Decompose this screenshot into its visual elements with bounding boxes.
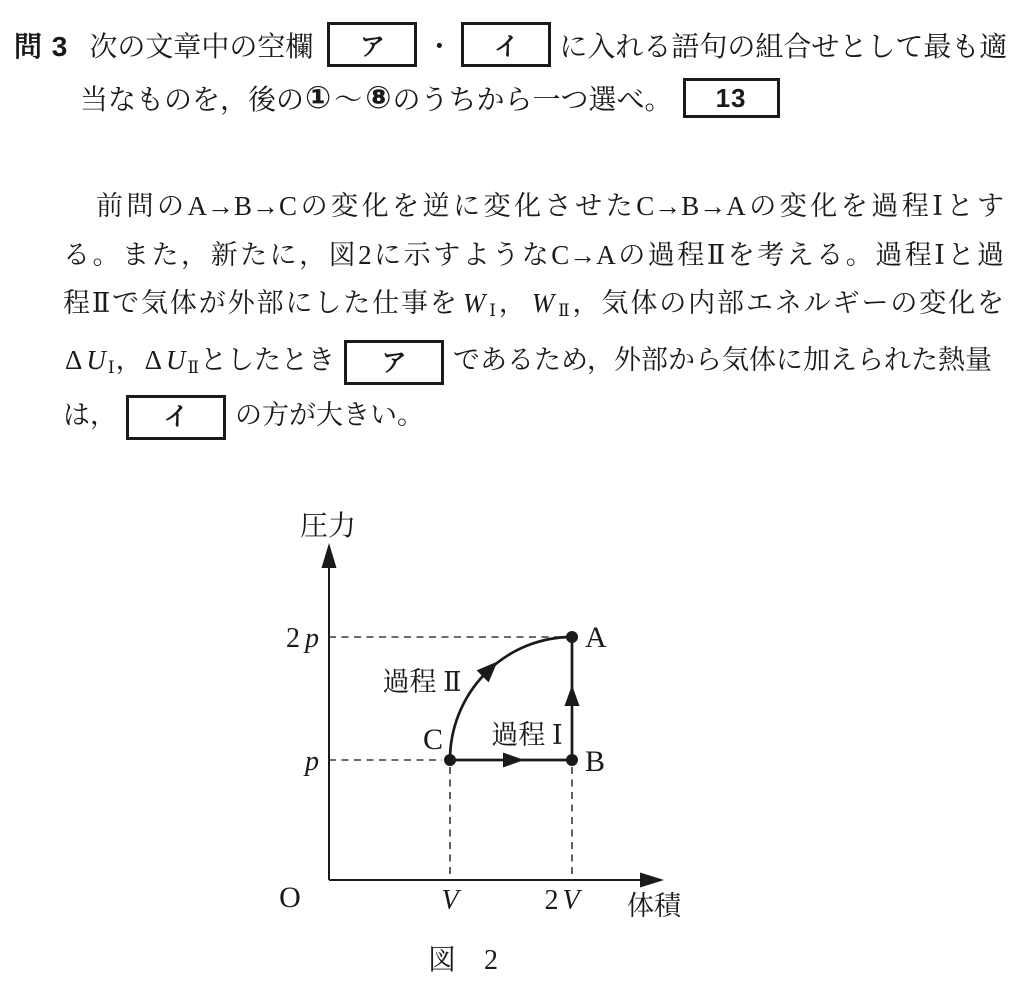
pressure-axis-label: 圧力 <box>299 511 357 542</box>
origin-label: O <box>279 881 301 914</box>
passage-line3-post: ，気体の内部エネルギーの変化を <box>572 288 1005 318</box>
point-b-label: B <box>585 745 606 778</box>
process1-right-arrowhead <box>503 753 524 768</box>
point-b-dot <box>566 754 578 766</box>
choice-last-circled-number: ⑧ <box>365 80 392 116</box>
energy-symbol-1: U <box>86 345 106 375</box>
question-number: 問 3 <box>14 30 69 62</box>
passage-line5-pre: は， <box>63 400 117 430</box>
process2-label: 過程 Ⅱ <box>382 667 462 697</box>
question-header-line1 <box>14 20 1007 69</box>
blank-a-label-inline: ア <box>381 348 407 377</box>
question-line2-post: のうちから一つ選べ。 <box>392 85 673 116</box>
point-c-dot <box>444 754 456 766</box>
passage-line2: る。また，新たに，図2に示すようなC→Aの過程Ⅱを考える。過程Ⅰと過 <box>63 240 1004 270</box>
point-a-dot <box>566 631 578 643</box>
passage-line3-pre: 程Ⅱで気体が外部にした仕事を <box>63 288 459 318</box>
passage-line4 <box>63 337 992 391</box>
tick-2p-label <box>286 623 319 654</box>
energy-symbol-2: U <box>165 345 186 375</box>
point-c-label: C <box>422 723 443 756</box>
passage-line3 <box>63 287 1004 327</box>
process1-label: 過程 Ⅰ <box>491 720 563 750</box>
tick-2v-coefficient: 2 <box>544 885 559 916</box>
question-line2-pre: 当なものを，後の <box>80 85 305 116</box>
question-intro-post: に入れる語句の組合せとして最も適 <box>559 31 1008 63</box>
tick-p-label: p <box>305 746 319 777</box>
subscript-two-2: Ⅱ <box>187 358 200 377</box>
volume-axis-label: 体積 <box>627 891 681 921</box>
range-tilde: ～ <box>334 85 363 116</box>
subscript-one-2: Ⅰ <box>107 358 115 377</box>
delta-symbol-1: Δ <box>65 345 83 375</box>
blank-b-box <box>461 22 551 67</box>
comma-1: ， <box>498 288 528 318</box>
passage-line5 <box>63 393 424 440</box>
passage-line4-mid: としたとき <box>200 345 336 375</box>
blank-b-label-inline: イ <box>163 403 189 432</box>
process1-up-arrowhead <box>565 685 580 706</box>
blank-a-label: ア <box>359 32 385 61</box>
answer-number-box <box>683 78 780 118</box>
comma-2: ， <box>115 345 143 375</box>
volume-axis-arrowhead <box>640 873 664 888</box>
tick-2v-symbol: V <box>562 885 580 916</box>
delta-symbol-2: Δ <box>144 345 162 375</box>
blank-b-box-inline <box>126 395 226 440</box>
middot-separator: ・ <box>425 31 454 63</box>
tick-2p-coefficient: 2 <box>286 623 300 654</box>
pressure-axis-arrowhead <box>322 543 337 568</box>
work-symbol-2: W <box>531 288 555 318</box>
work-symbol-1: W <box>462 288 486 318</box>
tick-2p-symbol: p <box>305 623 319 654</box>
tick-2v-label <box>544 885 582 916</box>
point-a-label: A <box>585 621 607 654</box>
pv-diagram <box>260 495 700 995</box>
blank-b-label: イ <box>493 32 519 61</box>
blank-a-box <box>327 22 417 67</box>
blank-a-box-inline <box>344 340 444 385</box>
passage-line5-post: の方が大きい。 <box>235 400 424 430</box>
choice-first-circled-number: ① <box>305 80 332 116</box>
answer-number: 13 <box>715 82 747 113</box>
question-header-line2 <box>80 76 780 120</box>
figure-caption: 図 2 <box>427 945 499 976</box>
subscript-two: Ⅱ <box>556 301 572 320</box>
question-intro-pre: 次の文章中の空欄 <box>89 31 314 63</box>
passage-line1: 前問のA→B→Cの変化を逆に変化させたC→B→Aの変化を過程Ⅰとす <box>96 191 1004 221</box>
passage-line4-post: であるため，外部から気体に加えられた熱量 <box>453 345 992 375</box>
tick-v-label: V <box>441 885 459 916</box>
subscript-one: Ⅰ <box>487 301 498 320</box>
